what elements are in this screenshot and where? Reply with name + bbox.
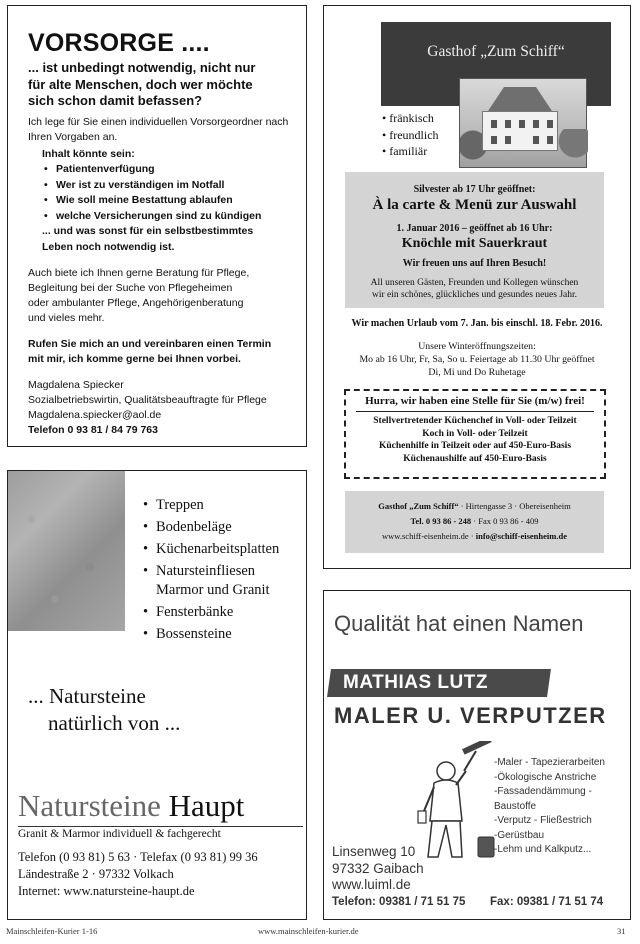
winter-hours <box>324 340 630 379</box>
winter-line: Mo ab 16 Uhr, Fr, Sa, So u. Feiertage ab 11.30 Uhr geöffnet <box>359 354 595 365</box>
address-city: 97332 Gaibach <box>332 860 424 876</box>
intro-line: Ich lege für Sie einen individuellen Vorsorgeordner nach <box>28 115 289 128</box>
closing-line: Leben noch notwendig ist. <box>42 241 175 254</box>
list-item: • Fensterbänke <box>143 603 293 622</box>
vorsorge-ad <box>7 5 307 447</box>
footer-publication: Mainschleifen-Kurier 1-16 <box>6 926 98 936</box>
list-item: • welche Versicherungen sind zu kündigen <box>42 209 290 225</box>
natursteine-ad <box>7 470 307 920</box>
vorsorge-items <box>42 162 290 224</box>
vorsorge-call-to-action <box>28 337 290 367</box>
list-item: • familiär <box>382 143 439 160</box>
maler-trade: MALER U. VERPUTZER <box>334 703 607 728</box>
slogan-line: ... Natursteine <box>28 684 146 708</box>
winter-line: Unsere Winteröffnungszeiten: <box>418 341 536 352</box>
intro-line: Ihren Vorgaben an. <box>28 130 118 143</box>
natursteine-slogan <box>28 683 180 737</box>
page-number: 31 <box>617 926 626 936</box>
vorsorge-intro <box>28 115 290 145</box>
vorsorge-content-list <box>28 147 290 256</box>
brand-light: Natursteine <box>18 788 161 823</box>
job-offer-box <box>344 389 606 479</box>
gasthof-features <box>382 110 439 160</box>
contact-email[interactable]: Magdalena.spiecker@aol.de <box>28 408 162 421</box>
maler-fax: Fax: 09381 / 71 51 74 <box>490 896 604 908</box>
stone-texture-image <box>8 471 125 631</box>
contact-web[interactable]: www.schiff-eisenheim.de · <box>382 531 476 541</box>
job-item: Koch in Voll- oder Teilzeit <box>422 428 528 439</box>
subtitle-line: ... ist unbedingt notwendig, nicht nur <box>28 60 256 75</box>
service-item: -Fassadendämmung - Baustoffe <box>494 786 592 812</box>
contact-address: · Hirtengasse 3 · Obereisenheim <box>458 501 571 511</box>
para-line: Begleitung bei der Suche von Pflegeheimen <box>28 281 233 294</box>
closing-line: ... und was sonst für ein selbstbestimmtes <box>42 225 254 238</box>
para-line: Auch biete ich Ihnen gerne Beratung für Pflege, <box>28 266 250 279</box>
winter-line: Di, Mi und Do Ruhetage <box>428 367 526 378</box>
divider <box>356 411 594 412</box>
gasthof-name: Gasthof „Zum Schiff“ <box>427 43 565 60</box>
address-street: Linsenweg 10 <box>332 844 416 859</box>
natursteine-products <box>143 496 293 647</box>
maler-ad <box>323 590 631 920</box>
freuen-text: Wir freuen uns auf Ihren Besuch! <box>402 258 547 269</box>
januar-text: 1. Januar 2016 – geöffnet ab 16 Uhr: <box>396 223 553 234</box>
brand-dark: Haupt <box>168 788 245 823</box>
alacarte-text: À la carte & Menü zur Auswahl <box>372 197 577 213</box>
cta-line: Rufen Sie mich an und vereinbaren einen Termin <box>28 337 272 350</box>
service-item: -Gerüstbau <box>494 829 545 841</box>
silvester-text: Silvester ab 17 Uhr geöffnet: <box>413 184 536 195</box>
urlaub-text: Wir machen Urlaub vom 7. Jan. bis einschl. 18. Febr. 2016. <box>351 318 603 329</box>
contact-web[interactable]: Internet: www.natursteine-haupt.de <box>18 884 195 898</box>
natursteine-contact <box>18 849 258 900</box>
slogan-line: natürlich von ... <box>48 711 181 735</box>
maler-phone: Telefon: 09381 / 71 51 75 <box>332 896 466 908</box>
contact-fax: · Fax 0 93 86 - 409 <box>471 516 539 526</box>
list-item: • Natursteinfliesen Marmor und Granit <box>143 562 293 600</box>
maler-headline: Qualität hat einen Namen <box>334 611 584 636</box>
natursteine-tagline: Granit & Marmor individuell & fachgerecht <box>18 826 303 840</box>
contact-phone: Telefon (0 93 81) 5 63 · Telefax (0 93 81) 99 36 <box>18 850 258 864</box>
maler-address <box>332 844 424 894</box>
service-item: -Lehm und Kalkputz... <box>494 844 592 855</box>
service-item: -Ökologische Anstriche <box>494 771 597 783</box>
maler-web[interactable]: www.luiml.de <box>332 877 411 892</box>
contact-phone: Tel. 0 93 86 - 248 <box>410 516 472 526</box>
job-item: Stellvertretender Küchenchef in Voll- oder Teilzeit <box>373 416 577 426</box>
gasthof-ad <box>323 5 631 569</box>
natursteine-logo <box>18 789 244 823</box>
list-item: • Bodenbeläge <box>143 518 293 537</box>
gasthof-holiday-box <box>345 172 604 308</box>
wishes-line: wir ein schönes, glückliches und gesundes neues Jahr. <box>372 290 577 300</box>
service-item: -Maler - Tapezierarbeiten <box>494 757 605 768</box>
knoechle-text: Knöchle mit Sauerkraut <box>401 236 548 251</box>
contact-role: Sozialbetriebswirtin, Qualitätsbeauftragte für Pflege <box>28 393 267 406</box>
service-item: -Verputz - Fließestrich <box>494 815 592 826</box>
vorsorge-contact <box>28 378 290 438</box>
gasthof-building-image <box>459 78 587 168</box>
wishes-text <box>345 277 604 301</box>
subtitle-line: sich schon damit befassen? <box>28 93 203 108</box>
list-item: • Wie soll meine Bestattung ablaufen <box>42 193 290 209</box>
maler-name: MATHIAS LUTZ <box>343 672 488 693</box>
footer-website[interactable]: www.mainschleifen-kurier.de <box>258 926 359 936</box>
job-headline: Hurra, wir haben eine Stelle für Sie (m/w) frei! <box>365 395 585 407</box>
para-line: und vieles mehr. <box>28 311 105 324</box>
list-item: • Küchenarbeitsplatten <box>143 540 293 559</box>
list-item: • Bossensteine <box>143 625 293 644</box>
gasthof-contact <box>345 491 604 553</box>
maler-services <box>494 756 630 858</box>
para-line: oder ambulanter Pflege, Angehörigenberatung <box>28 296 244 309</box>
contact-email[interactable]: info@schiff-eisenheim.de <box>475 531 567 541</box>
maler-name-banner <box>327 669 551 697</box>
contact-name: Magdalena Spiecker <box>28 378 124 391</box>
job-item: Küchenhilfe in Teilzeit oder auf 450-Euro-Basis <box>378 441 572 451</box>
job-item: Küchenaushilfe auf 450-Euro-Basis <box>403 453 547 464</box>
list-item: • Wer ist zu verständigen im Notfall <box>42 178 290 194</box>
list-item: • fränkisch <box>382 110 439 127</box>
vorsorge-title: VORSORGE .... <box>28 29 210 57</box>
list-item: • Treppen <box>143 496 293 515</box>
painter-illustration-icon <box>416 741 500 865</box>
list-item: • Patientenverfügung <box>42 162 290 178</box>
wishes-line: All unseren Gästen, Freunden und Kollegen wünschen <box>370 278 579 288</box>
subtitle-line: für alte Menschen, doch wer möchte <box>28 76 253 92</box>
vorsorge-subtitle <box>28 60 290 110</box>
contact-address: Ländestraße 2 · 97332 Volkach <box>18 867 174 881</box>
vorsorge-beratung <box>28 266 290 326</box>
cta-line: mit mir, ich komme gerne bei Ihnen vorbei. <box>28 352 241 365</box>
list-item: • freundlich <box>382 127 439 144</box>
inhalt-label: Inhalt könnte sein: <box>42 147 135 160</box>
contact-name: Gasthof „Zum Schiff“ <box>378 501 459 511</box>
contact-phone: Telefon 0 93 81 / 84 79 763 <box>28 423 158 436</box>
